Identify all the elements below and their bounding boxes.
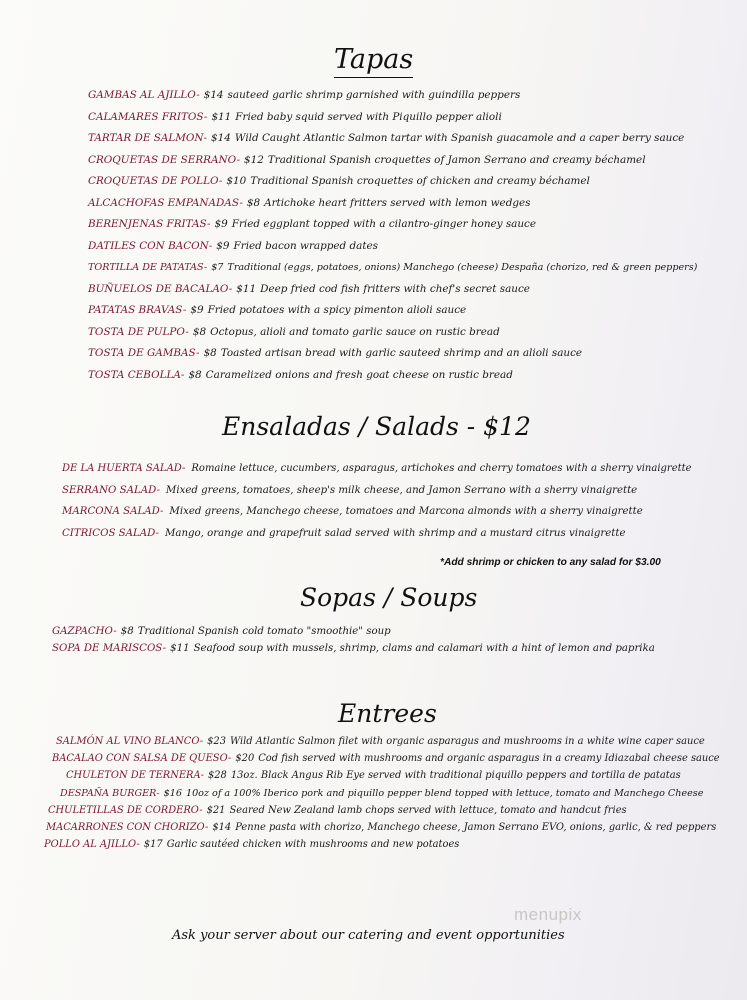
item-price: $28 bbox=[207, 770, 227, 782]
tapas-list bbox=[88, 85, 697, 386]
menu-item bbox=[46, 819, 716, 836]
item-separator: - bbox=[185, 325, 189, 338]
salads-list bbox=[62, 458, 692, 544]
item-separator: - bbox=[236, 153, 241, 166]
menu-item bbox=[88, 150, 697, 172]
menu-item bbox=[88, 322, 697, 344]
item-separator: - bbox=[218, 175, 223, 187]
item-name: TORTILLA DE PATATAS bbox=[88, 262, 204, 273]
item-separator: - bbox=[203, 262, 208, 273]
item-separator: - bbox=[199, 804, 203, 816]
item-description: Mixed greens, tomatoes, sheep's milk cheese, and Jamon Serrano with a sherry vinaigrette bbox=[165, 484, 638, 496]
item-name: CHULETILLAS DE CORDERO bbox=[48, 804, 200, 816]
salad-note: *Add shrimp or chicken to any salad for $3.00 bbox=[440, 557, 661, 568]
item-description: Romaine lettuce, cucumbers, asparagus, artichokes and cherry tomatoes with a sherry vinaigrette bbox=[191, 463, 692, 474]
item-price: $8 bbox=[203, 347, 217, 359]
item-price: $14 bbox=[211, 132, 231, 144]
item-name: DATILES CON BACON bbox=[88, 239, 209, 252]
item-separator: - bbox=[196, 347, 200, 359]
item-separator: - bbox=[136, 839, 140, 851]
item-name: DESPAÑA BURGER bbox=[60, 787, 157, 799]
item-description: Traditional (eggs, potatoes, onions) Manchego (cheese) Despaña (chorizo, red & green peppers) bbox=[227, 262, 698, 273]
tapas-heading: Tapas bbox=[334, 44, 413, 78]
item-name: CHULETON DE TERNERA bbox=[66, 770, 201, 782]
item-price: $11 bbox=[170, 643, 190, 654]
item-description: Artichoke heart fritters served with lemon wedges bbox=[264, 196, 531, 209]
menu-item bbox=[66, 767, 736, 784]
item-name: PATATAS BRAVAS bbox=[88, 304, 183, 316]
item-name: SALMÓN AL VINO BLANCO bbox=[56, 736, 200, 747]
item-name: SOPA DE MARISCOS bbox=[52, 643, 163, 654]
item-separator: - bbox=[207, 218, 211, 230]
item-separator: - bbox=[228, 753, 232, 765]
item-description: Mango, orange and grapefruit salad served with shrimp and a mustard citrus vinaigrette bbox=[164, 527, 626, 539]
item-description: Traditional Spanish cold tomato "smoothie" soup bbox=[137, 626, 391, 637]
menu-item bbox=[62, 501, 692, 523]
item-description: Traditional Spanish croquettes of chicken and creamy béchamel bbox=[250, 175, 590, 187]
item-name: GAMBAS AL AJILLO bbox=[88, 89, 197, 101]
item-separator: - bbox=[180, 368, 185, 381]
menu-item bbox=[62, 480, 692, 502]
menu-item bbox=[62, 458, 692, 480]
menu-item bbox=[56, 733, 726, 750]
item-name: MARCONA SALAD bbox=[62, 506, 160, 517]
item-name: CROQUETAS DE SERRANO bbox=[88, 153, 237, 166]
soups-list bbox=[52, 623, 655, 657]
item-description: Deep fried cod fish fritters with chef's secret sauce bbox=[260, 282, 530, 295]
item-separator: - bbox=[239, 196, 243, 209]
item-separator: - bbox=[156, 787, 160, 799]
menu-item bbox=[62, 523, 692, 545]
item-separator: - bbox=[203, 132, 208, 144]
menu-item bbox=[60, 785, 730, 802]
menu-item bbox=[88, 257, 697, 279]
item-price: $9 bbox=[214, 218, 228, 230]
item-name: BERENJENAS FRITAS bbox=[88, 218, 207, 230]
item-price: $12 bbox=[244, 153, 264, 166]
item-description: Penne pasta with chorizo, Manchego cheese, Jamon Serrano EVO, onions, garlic, & red peppers bbox=[235, 821, 717, 833]
item-description: Wild Atlantic Salmon filet with organic asparagus and mushrooms in a white wine caper sauce bbox=[229, 736, 705, 747]
item-name: CALAMARES FRITOS bbox=[88, 110, 204, 123]
item-description: Octopus, alioli and tomato garlic sauce on rustic bread bbox=[210, 325, 500, 338]
item-price: $16 bbox=[163, 787, 182, 799]
item-separator: - bbox=[159, 506, 164, 517]
item-price: $20 bbox=[235, 753, 255, 765]
item-price: $7 bbox=[211, 262, 224, 273]
item-name: MACARRONES CON CHORIZO bbox=[46, 821, 205, 833]
item-name: TOSTA DE GAMBAS bbox=[88, 347, 197, 359]
soups-heading: Sopas / Soups bbox=[300, 583, 478, 612]
item-name: ALCACHOFAS EMPANADAS bbox=[88, 196, 240, 209]
salads-heading: Ensaladas / Salads - $12 bbox=[222, 412, 531, 441]
menu-item bbox=[88, 128, 697, 150]
item-price: $11 bbox=[211, 110, 232, 123]
item-name: TOSTA CEBOLLA bbox=[88, 368, 181, 381]
item-separator: - bbox=[205, 821, 209, 833]
item-separator: - bbox=[200, 770, 204, 782]
item-name: SERRANO SALAD bbox=[62, 484, 157, 496]
item-name: CROQUETAS DE POLLO bbox=[88, 175, 219, 187]
item-price: $9 bbox=[190, 304, 204, 316]
menu-item bbox=[88, 343, 697, 365]
item-description: Traditional Spanish croquettes of Jamon Serrano and creamy béchamel bbox=[267, 153, 646, 166]
item-description: Fried bacon wrapped dates bbox=[233, 239, 379, 252]
item-description: Garlic sautéed chicken with mushrooms and new potatoes bbox=[166, 839, 460, 851]
item-description: Toasted artisan bread with garlic sauteed shrimp and an alioli sauce bbox=[220, 347, 583, 359]
entrees-list bbox=[44, 733, 726, 853]
item-separator: - bbox=[113, 626, 117, 637]
item-price: $21 bbox=[206, 804, 226, 816]
item-separator: - bbox=[155, 527, 159, 539]
item-name: BACALAO CON SALSA DE QUESO bbox=[52, 753, 229, 765]
item-description: Wild Caught Atlantic Salmon tartar with Spanish guacamole and a caper berry sauce bbox=[234, 132, 685, 144]
item-price: $14 bbox=[203, 89, 224, 101]
item-name: TOSTA DE PULPO bbox=[88, 325, 186, 338]
menu-item bbox=[88, 279, 697, 301]
entrees-heading: Entrees bbox=[338, 699, 437, 728]
menu-item bbox=[88, 107, 697, 129]
item-name: GAZPACHO bbox=[52, 626, 114, 637]
item-price: $8 bbox=[120, 626, 134, 637]
menu-item bbox=[88, 214, 697, 236]
menu-item bbox=[88, 171, 697, 193]
menu-item bbox=[52, 750, 722, 767]
menu-item bbox=[88, 236, 697, 258]
footer-note: Ask your server about our catering and event opportunities bbox=[172, 928, 565, 943]
item-price: $8 bbox=[246, 196, 261, 209]
item-description: Cod fish served with mushrooms and organic asparagus in a creamy Idiazabal cheese sauce bbox=[258, 753, 720, 765]
item-separator: - bbox=[199, 736, 204, 747]
item-separator: - bbox=[182, 463, 186, 474]
menu-item bbox=[88, 365, 697, 387]
item-name: POLLO AL AJILLO bbox=[44, 839, 137, 851]
item-description: Mixed greens, Manchego cheese, tomatoes and Marcona almonds with a sherry vinaigrette bbox=[169, 506, 643, 517]
item-description: 10oz of a 100% Iberico pork and piquillo pepper blend topped with lettuce, tomato and Manchego Cheese bbox=[185, 787, 704, 799]
item-description: Fried baby squid served with Piquillo pepper alioli bbox=[235, 110, 502, 123]
item-separator: - bbox=[162, 643, 167, 654]
item-price: $14 bbox=[212, 821, 232, 833]
item-price: $8 bbox=[188, 368, 202, 381]
item-separator: - bbox=[182, 304, 187, 316]
menu-item bbox=[44, 836, 714, 853]
item-description: Fried potatoes with a spicy pimenton alioli sauce bbox=[207, 304, 467, 316]
item-name: CITRICOS SALAD bbox=[62, 527, 156, 539]
item-price: $23 bbox=[207, 736, 226, 747]
item-name: TARTAR DE SALMON bbox=[88, 132, 204, 144]
item-description: Seafood soup with mussels, shrimp, clams and calamari with a hint of lemon and paprika bbox=[193, 643, 655, 654]
menu-item bbox=[88, 300, 697, 322]
item-description: Seared New Zealand lamb chops served with lettuce, tomato and handcut fries bbox=[229, 804, 627, 816]
menu-item bbox=[52, 623, 655, 640]
menu-item bbox=[52, 640, 655, 657]
item-price: $11 bbox=[236, 282, 257, 295]
item-description: sauteed garlic shrimp garnished with guindilla peppers bbox=[227, 89, 521, 101]
item-separator: - bbox=[228, 282, 233, 295]
item-description: Caramelized onions and fresh goat cheese on rustic bread bbox=[205, 368, 513, 381]
item-name: DE LA HUERTA SALAD bbox=[62, 463, 182, 474]
item-price: $9 bbox=[216, 239, 230, 252]
menu-item bbox=[88, 85, 697, 107]
item-description: 13oz. Black Angus Rib Eye served with traditional piquillo peppers and tortilla de patatas bbox=[230, 770, 681, 782]
item-price: $17 bbox=[143, 839, 163, 851]
item-separator: - bbox=[203, 110, 208, 123]
menupix-watermark: menupix bbox=[514, 905, 582, 924]
item-name: BUÑUELOS DE BACALAO bbox=[88, 282, 229, 295]
item-separator: - bbox=[196, 89, 200, 101]
item-price: $8 bbox=[192, 325, 207, 338]
menu-item bbox=[88, 193, 697, 215]
menu-item bbox=[48, 802, 718, 819]
item-description: Fried eggplant topped with a cilantro-ginger honey sauce bbox=[231, 218, 537, 230]
item-price: $10 bbox=[226, 175, 247, 187]
item-separator: - bbox=[156, 484, 160, 496]
item-separator: - bbox=[208, 239, 213, 252]
